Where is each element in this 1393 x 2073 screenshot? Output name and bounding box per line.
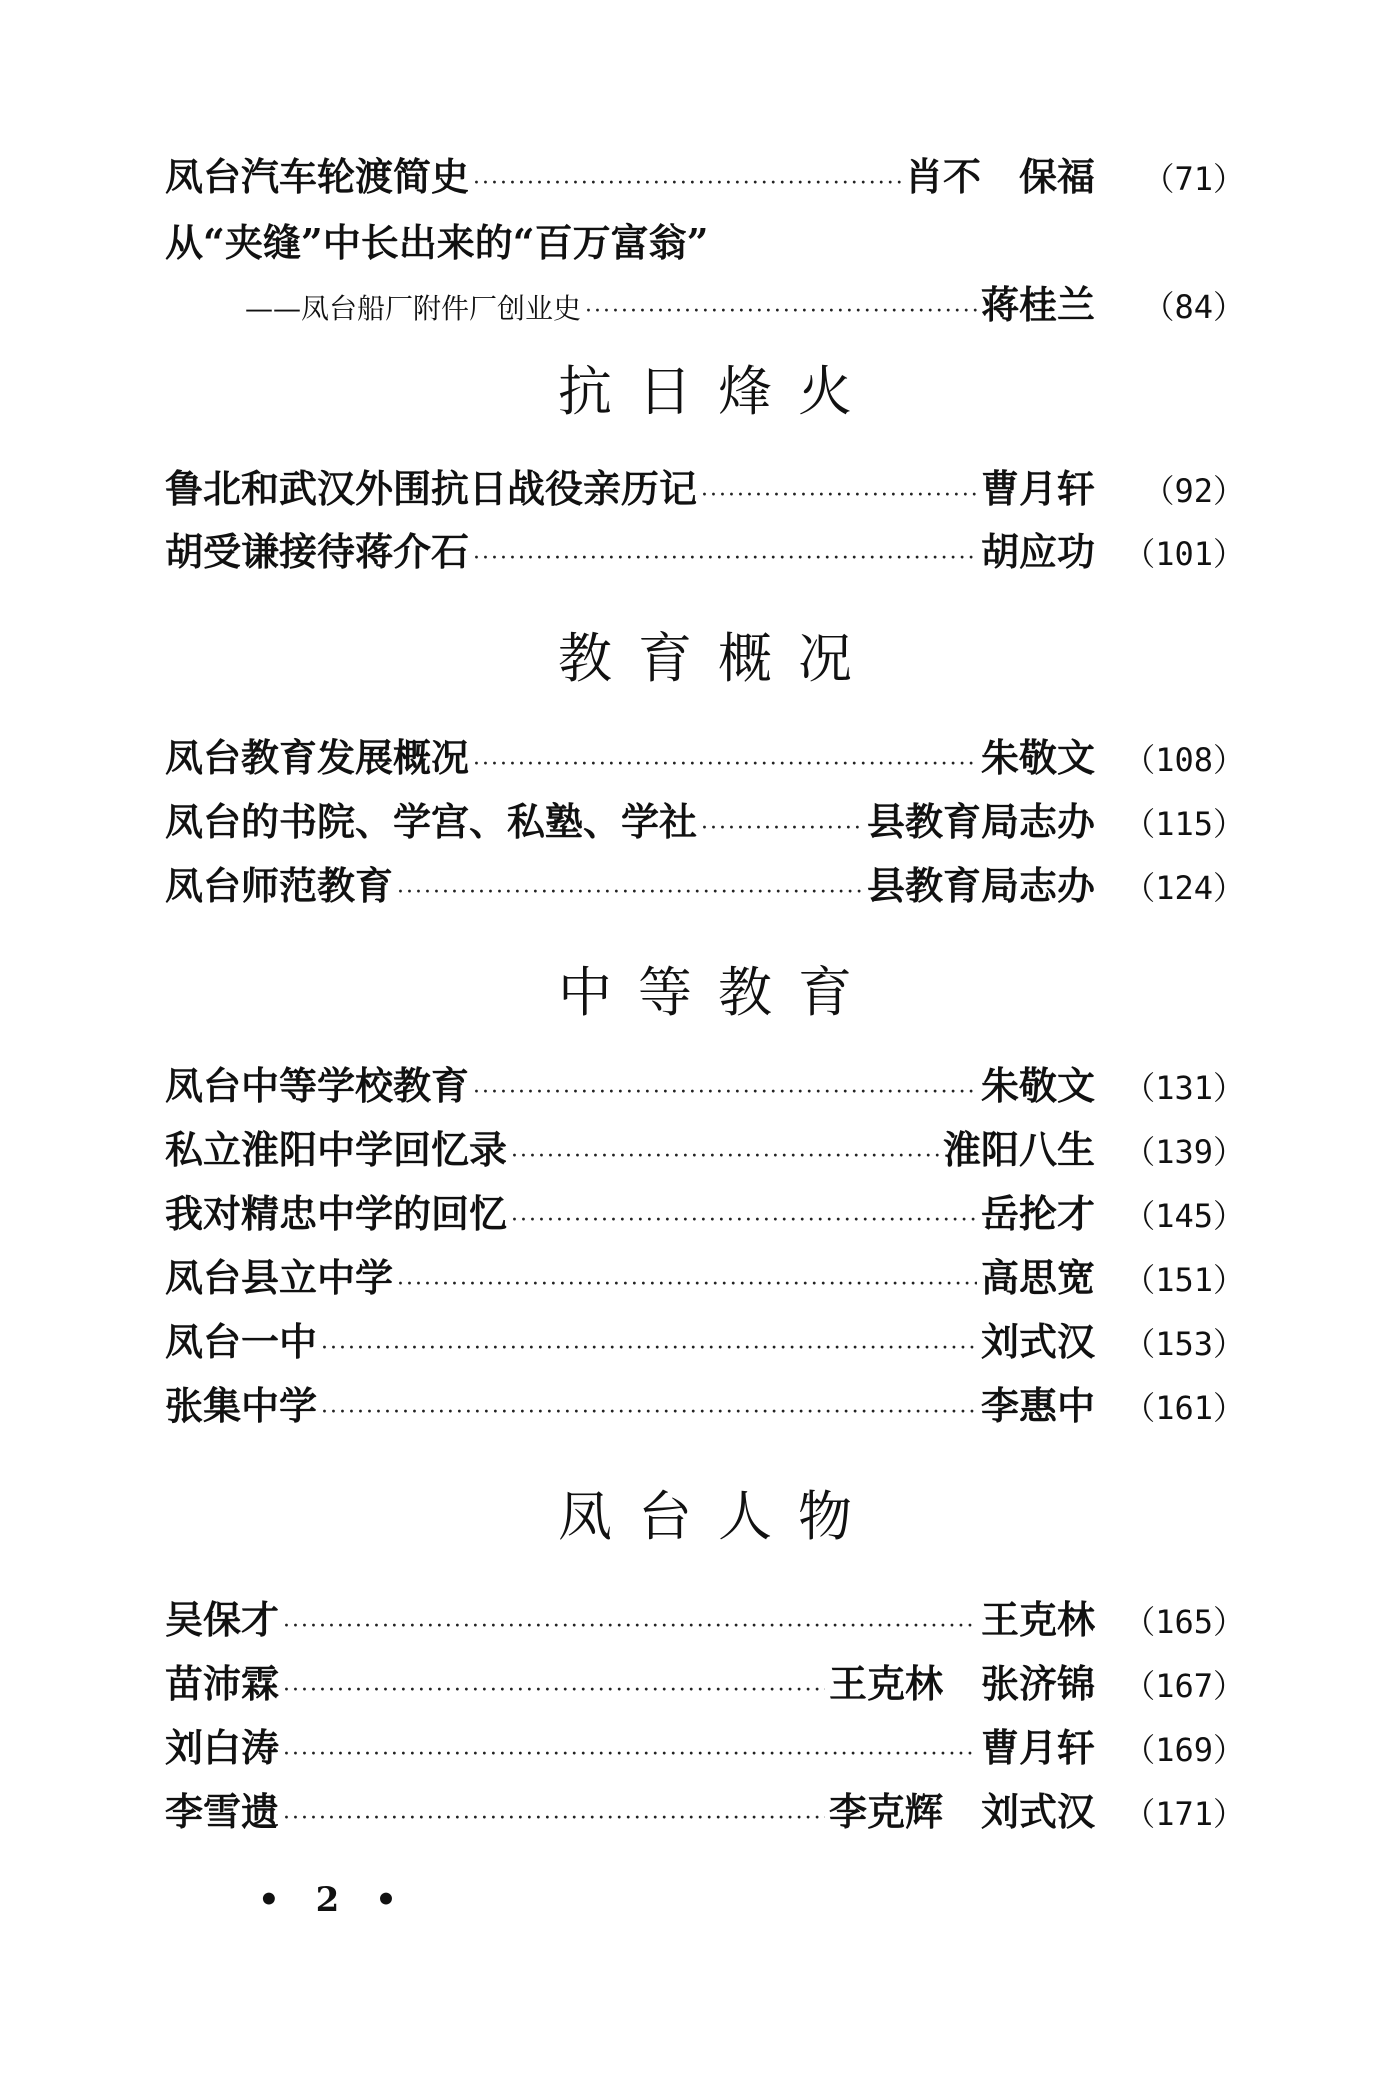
toc-entry-page: （115） <box>1123 805 1245 843</box>
toc-entry-author: 曹月轩 <box>980 1725 1095 1770</box>
toc-entry-page: （169） <box>1123 1731 1245 1769</box>
toc-entry-title: 张集中学 <box>165 1383 318 1428</box>
toc-entry-title: 胡受谦接待蒋介石 <box>165 529 470 574</box>
leader-dots <box>283 1744 977 1766</box>
toc-entry-title: 私立淮阳中学回忆录 <box>165 1127 508 1172</box>
toc-entry-title: 凤台一中 <box>165 1319 318 1364</box>
toc-entry-author: 王克林 <box>980 1597 1095 1642</box>
leader-dots <box>397 1274 977 1296</box>
leader-dots <box>397 882 863 904</box>
toc-entry-title: 我对精忠中学的回忆 <box>165 1191 508 1236</box>
toc-entry <box>165 1597 1245 1642</box>
toc-entry-page: （171） <box>1123 1795 1245 1833</box>
section-heading: 教育概况 <box>558 627 878 690</box>
toc-entry-page: （153） <box>1123 1325 1245 1363</box>
toc-entry-title: 吴保才 <box>165 1597 280 1642</box>
toc-entry <box>165 1255 1245 1300</box>
toc-entry-author: 王克林 张济锦 <box>828 1661 1095 1706</box>
toc-subentry <box>165 282 1245 327</box>
toc-entry <box>165 466 1245 511</box>
leader-dots <box>283 1808 825 1830</box>
toc-entry-author: 曹月轩 <box>980 466 1095 511</box>
toc-entry-author: 蒋桂兰 <box>980 282 1095 327</box>
toc-entry-title: 凤台中等学校教育 <box>165 1063 470 1108</box>
leader-dots <box>473 754 977 776</box>
toc-entry-title: 苗沛霖 <box>165 1661 280 1706</box>
toc-entry-page: （71） <box>1142 160 1245 198</box>
toc-entry-page: （131） <box>1123 1069 1245 1107</box>
toc-entry-author: 刘式汉 <box>980 1319 1095 1364</box>
toc-entry-page: （151） <box>1123 1261 1245 1299</box>
toc-entry <box>165 1383 1245 1428</box>
toc-entry-title: 凤台的书院、学宫、私塾、学社 <box>165 799 698 844</box>
toc-entry <box>165 735 1245 780</box>
toc-entry-title: 凤台师范教育 <box>165 863 394 908</box>
leader-dots <box>585 301 977 323</box>
leader-dots <box>321 1338 977 1360</box>
leader-dots <box>511 1210 977 1232</box>
toc-entry <box>165 1661 1245 1706</box>
leader-dots <box>283 1680 825 1702</box>
leader-dots <box>283 1616 977 1638</box>
page-number: • 2 • <box>258 1880 409 1920</box>
toc-entry-author: 县教育局志办 <box>866 863 1095 908</box>
toc-entry <box>165 1725 1245 1770</box>
toc-entry-title: 李雪遗 <box>165 1789 280 1834</box>
toc-entry <box>165 799 1245 844</box>
toc-entry-author: 李惠中 <box>980 1383 1095 1428</box>
toc-entry-page: （161） <box>1123 1389 1245 1427</box>
toc-entry-title: 凤台教育发展概况 <box>165 735 470 780</box>
toc-entry-author: 县教育局志办 <box>866 799 1095 844</box>
toc-entry <box>165 529 1245 574</box>
toc-entry-author: 李克辉 刘式汉 <box>828 1789 1095 1834</box>
leader-dots <box>473 173 901 195</box>
toc-entry-title: 鲁北和武汉外围抗日战役亲历记 <box>165 466 698 511</box>
leader-dots <box>701 485 977 507</box>
toc-entry-author: 朱敬文 <box>980 1063 1095 1108</box>
section-heading: 中等教育 <box>558 961 878 1024</box>
toc-entry <box>165 863 1245 908</box>
toc-entry-title: 凤台汽车轮渡简史 <box>165 154 470 199</box>
toc-entry-author: 淮阳八生 <box>942 1127 1095 1172</box>
toc-entry-title: 凤台县立中学 <box>165 1255 394 1300</box>
toc-entry-page: （145） <box>1123 1197 1245 1235</box>
section-heading: 抗日烽火 <box>558 360 878 423</box>
toc-entry-page: （108） <box>1123 741 1245 779</box>
toc-entry-title: 刘白涛 <box>165 1725 280 1770</box>
toc-entry-author: 朱敬文 <box>980 735 1095 780</box>
toc-entry-page: （124） <box>1123 869 1245 907</box>
toc-entry <box>165 1127 1245 1172</box>
toc-entry <box>165 1063 1245 1108</box>
table-of-contents <box>165 154 1245 1834</box>
toc-entry-page: （92） <box>1142 472 1245 510</box>
toc-entry-author: 肖不 保福 <box>904 154 1095 199</box>
toc-entry-page: （167） <box>1123 1667 1245 1705</box>
toc-entry-author: 岳抡才 <box>980 1191 1095 1236</box>
leader-dots <box>473 548 977 570</box>
toc-entry-page: （84） <box>1142 288 1245 326</box>
leader-dots <box>511 1146 939 1168</box>
toc-entry-author: 胡应功 <box>980 529 1095 574</box>
leader-dots <box>321 1402 977 1424</box>
toc-entry-page: （165） <box>1123 1603 1245 1641</box>
toc-entry-author: 高思宽 <box>980 1255 1095 1300</box>
section-heading: 凤台人物 <box>558 1485 878 1548</box>
toc-entry <box>165 154 1245 199</box>
toc-entry <box>165 1789 1245 1834</box>
leader-dots <box>473 1082 977 1104</box>
toc-entry-page: （101） <box>1123 535 1245 573</box>
toc-entry <box>165 1319 1245 1364</box>
leader-dots <box>701 818 863 840</box>
toc-entry-subtitle: ——凤台船厂附件厂创业史 <box>245 292 582 325</box>
toc-entry-page: （139） <box>1123 1133 1245 1171</box>
toc-entry-title: 从“夹缝”中长出来的“百万富翁” <box>165 220 709 265</box>
toc-entry <box>165 1191 1245 1236</box>
